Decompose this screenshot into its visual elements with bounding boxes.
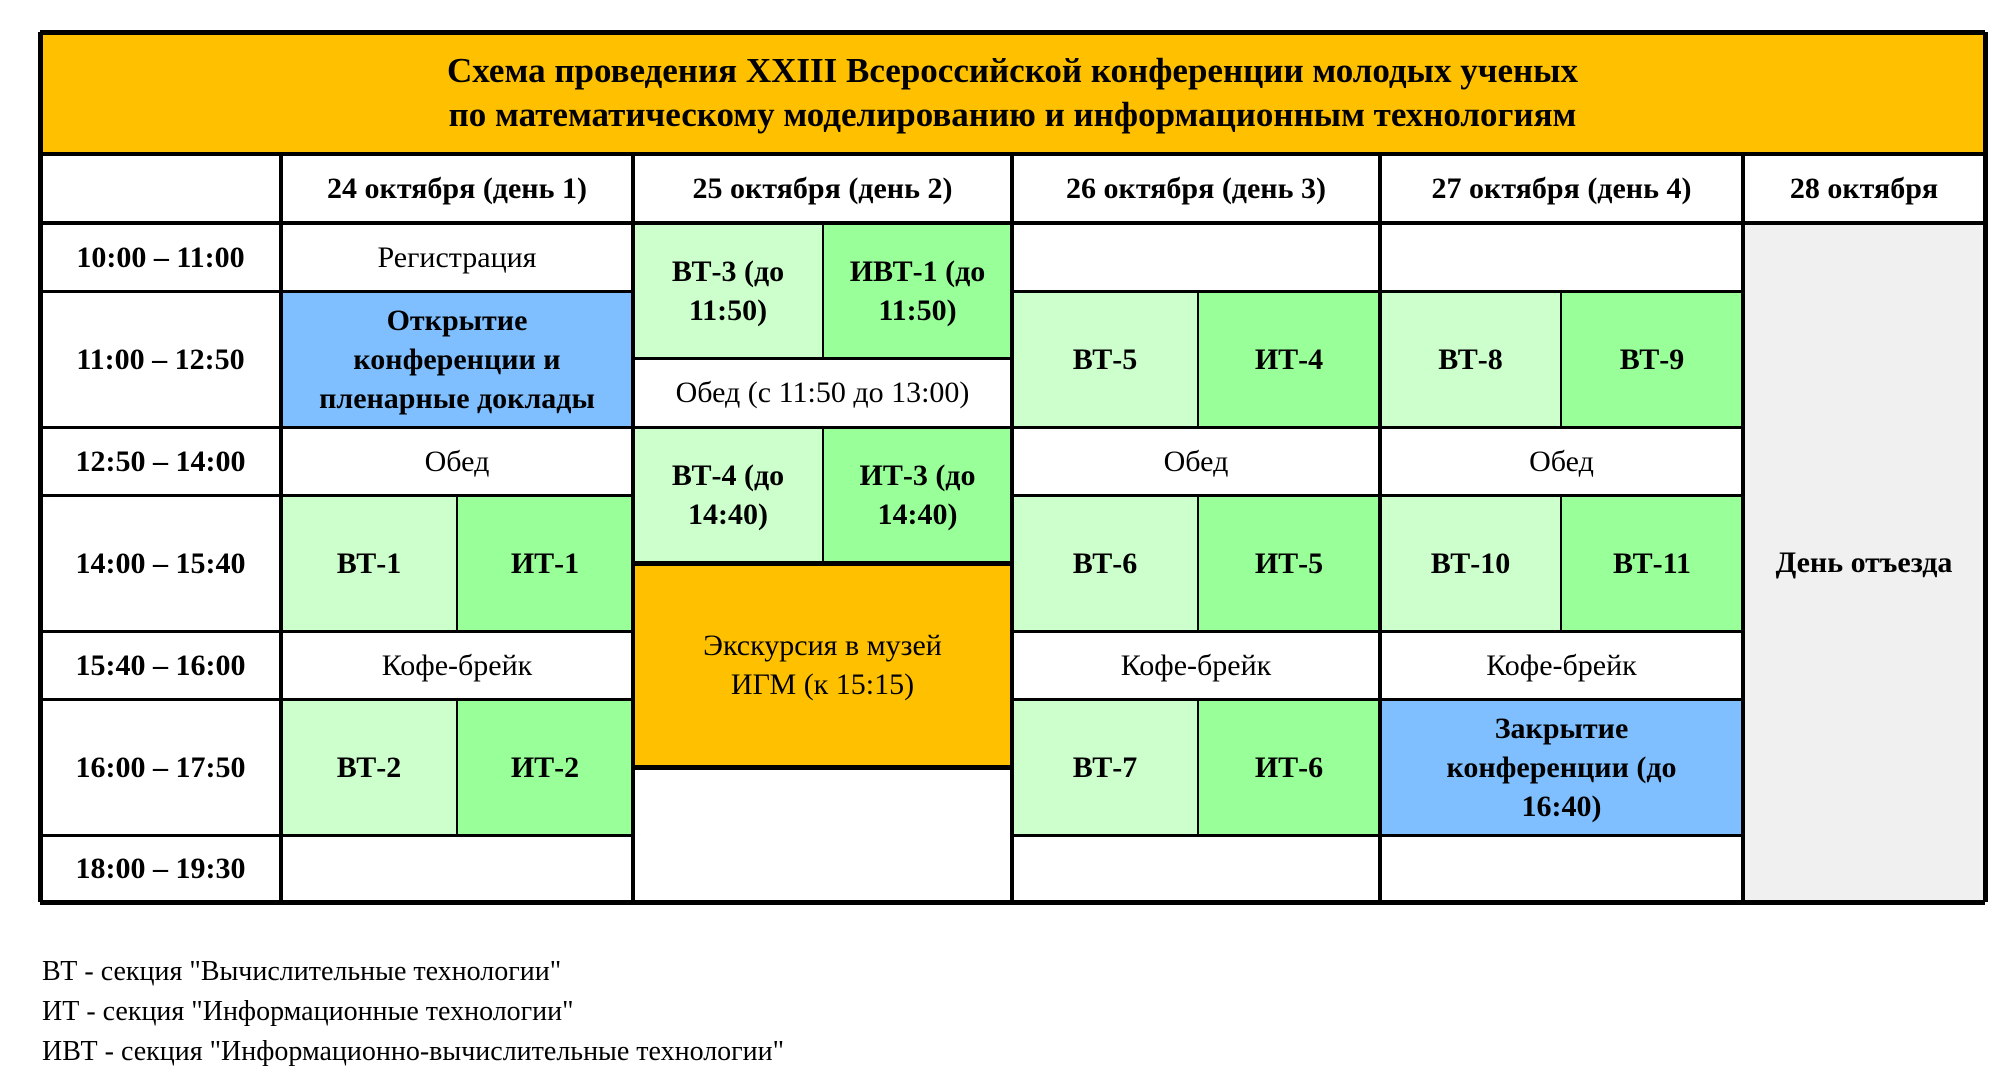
day3-it4: ИТ-4: [1198, 291, 1380, 427]
time-slot-4: 14:00 – 15:40: [75, 546, 246, 580]
grid-line: [1378, 154, 1382, 902]
grid-line: [633, 765, 1012, 770]
day2-excursion: Экскурсия в музей ИГМ (к 15:15): [633, 563, 1012, 767]
title-line-1: Схема проведения XXIII Всероссийской конференции молодых ученых: [447, 51, 1578, 91]
grid-line: [1197, 495, 1199, 631]
day4-lunch: Обед: [1529, 444, 1594, 478]
day4-closing: Закрытие конференции (до 16:40): [1380, 699, 1743, 835]
day3-coffee-break: Кофе-брейк: [1120, 648, 1272, 682]
grid-line: [1197, 291, 1199, 427]
grid-line: [1012, 834, 1380, 837]
grid-line: [456, 495, 458, 631]
legend-vt: ВТ - секция "Вычислительные технологии": [42, 956, 562, 987]
day3-vt7: ВТ-7: [1012, 699, 1198, 835]
day-header-3: 26 октября (день 3): [1066, 172, 1326, 205]
day4-vt8: ВТ-8: [1380, 291, 1561, 427]
day4-vt10: ВТ-10: [1380, 495, 1561, 631]
grid-line: [40, 290, 281, 293]
day1-it1: ИТ-1: [457, 495, 633, 631]
day-header-4: 27 октября (день 4): [1431, 172, 1692, 205]
grid-line: [1010, 154, 1014, 902]
day3-vt5: ВТ-5: [1012, 291, 1198, 427]
grid-line: [1012, 426, 1380, 429]
grid-line: [1012, 494, 1380, 497]
day3-it6: ИТ-6: [1198, 699, 1380, 835]
day-header-2: 25 октября (день 2): [692, 172, 953, 205]
day2-it3: ИТ-3 (до 14:40): [823, 427, 1012, 563]
legend-it: ИТ - секция "Информационные технологии": [42, 996, 574, 1027]
grid-line: [40, 30, 1985, 35]
time-slot-2: 11:00 – 12:50: [76, 342, 245, 376]
grid-line: [279, 154, 283, 902]
day1-coffee-break: Кофе-брейк: [381, 648, 533, 682]
grid-line: [40, 426, 281, 429]
day2-ivt1: ИВТ-1 (до 11:50): [823, 223, 1012, 358]
grid-line: [1560, 495, 1562, 631]
day4-coffee-break: Кофе-брейк: [1486, 648, 1637, 682]
day3-vt6: ВТ-6: [1012, 495, 1198, 631]
day2-lunch: Обед (с 11:50 до 13:00): [675, 376, 970, 409]
grid-line: [40, 494, 281, 497]
grid-line: [281, 426, 633, 429]
time-slot-7: 18:00 – 19:30: [75, 852, 246, 885]
legend-ivt: ИВТ - секция "Информационно-вычислительные технологии": [42, 1036, 785, 1067]
grid-line: [1380, 698, 1743, 701]
grid-line: [822, 427, 824, 563]
grid-line: [40, 222, 281, 225]
day1-lunch: Обед: [424, 444, 490, 478]
day3-lunch: Обед: [1163, 444, 1229, 478]
time-slot-3: 12:50 – 14:00: [75, 444, 246, 478]
day2-vt4: ВТ-4 (до 14:40): [633, 427, 823, 563]
day-header-1: 24 октября (день 1): [327, 172, 587, 205]
grid-line: [1012, 698, 1380, 701]
grid-line: [40, 698, 281, 701]
day3-it5: ИТ-5: [1198, 495, 1380, 631]
grid-line: [40, 630, 281, 633]
grid-line: [1560, 291, 1562, 427]
day2-vt3: ВТ-3 (до 11:50): [633, 223, 823, 358]
title-banner: [40, 32, 1985, 154]
day1-vt1: ВТ-1: [281, 495, 457, 631]
grid-line: [1741, 154, 1745, 902]
grid-line: [1012, 630, 1380, 633]
day4-vt9: ВТ-9: [1561, 291, 1743, 427]
day1-it2: ИТ-2: [457, 699, 633, 835]
day-header-5: 28 октября: [1789, 172, 1939, 205]
day1-opening: Открытие конференции и пленарные доклады: [281, 291, 633, 427]
grid-line: [281, 290, 633, 293]
day4-vt11: ВТ-11: [1561, 495, 1743, 631]
time-slot-5: 15:40 – 16:00: [75, 648, 246, 682]
time-slot-1: 10:00 – 11:00: [76, 240, 245, 274]
grid-line: [1197, 699, 1199, 835]
grid-line: [1012, 290, 1380, 293]
day1-registration: Регистрация: [377, 240, 537, 274]
day5-departure: День отъезда: [1743, 223, 1985, 902]
day1-vt2: ВТ-2: [281, 699, 457, 835]
title-line-2: по математическому моделированию и информационным технологиям: [448, 95, 1577, 134]
grid-line: [456, 699, 458, 835]
grid-line: [38, 32, 43, 902]
grid-line: [631, 154, 635, 902]
grid-line: [1983, 32, 1988, 902]
time-slot-6: 16:00 – 17:50: [75, 750, 246, 784]
grid-line: [1380, 834, 1743, 837]
grid-line: [40, 834, 281, 837]
grid-line: [822, 223, 824, 358]
